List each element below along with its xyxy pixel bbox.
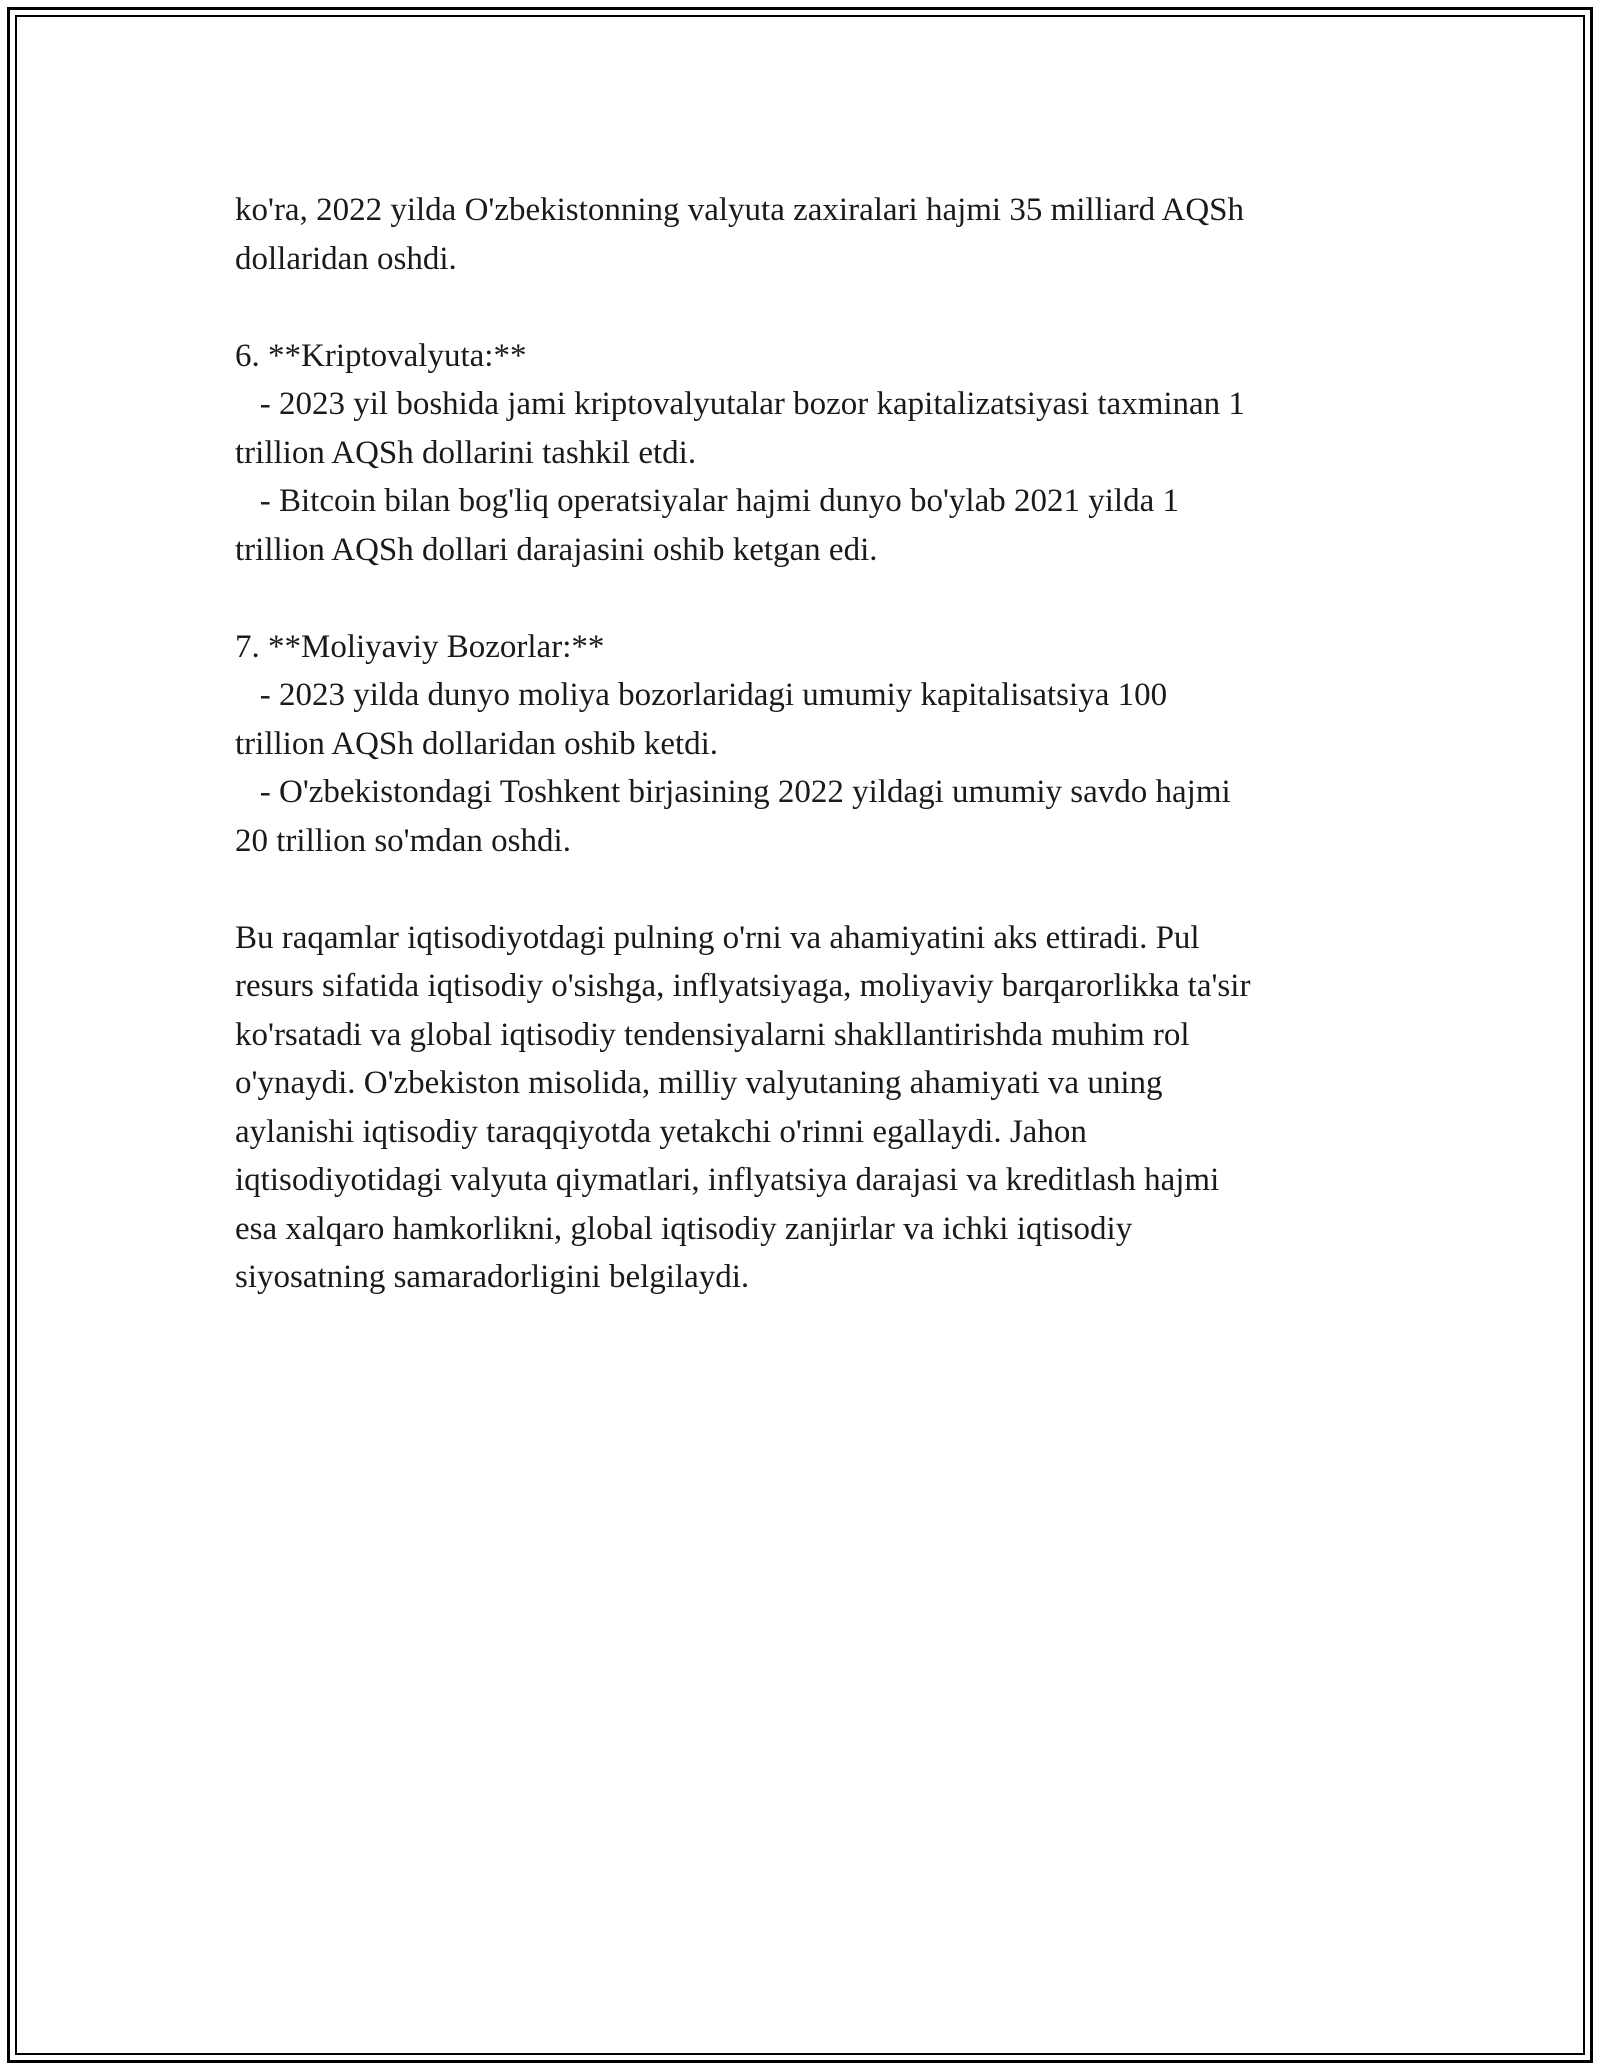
text-line: esa xalqaro hamkorlikni, global iqtisodiy zanjirlar va ichki iqtisodiy xyxy=(235,1210,1133,1247)
conclusion-paragraph xyxy=(235,914,1385,1302)
text-line: aylanishi iqtisodiy taraqqiyotda yetakchi o'rinni egallaydi. Jahon xyxy=(235,1113,1087,1150)
text-line: iqtisodiyotidagi valyuta qiymatlari, inflyatsiya darajasi va kreditlash hajmi xyxy=(235,1162,1220,1198)
paragraph-gap xyxy=(235,865,1385,914)
text-line: ko'ra, 2022 yilda O'zbekistonning valyuta zaxiralari hajmi 35 milliard AQSh xyxy=(235,192,1245,228)
text-line: Bu raqamlar iqtisodiyotdagi pulning o'rni va ahamiyatini aks ettiradi. Pul xyxy=(235,919,1200,956)
text-line: - O'zbekistondagi Toshkent birjasining 2022 yildagi umumiy savdo hajmi xyxy=(235,774,1231,810)
text-line: resurs sifatida iqtisodiy o'sishga, inflyatsiyaga, moliyaviy barqarorlikka ta'sir xyxy=(235,968,1251,1004)
text-line: trillion AQSh dollari darajasini oshib ketgan edi. xyxy=(235,531,878,568)
text-line: - Bitcoin bilan bog'liq operatsiyalar hajmi dunyo bo'ylab 2021 yilda 1 xyxy=(235,483,1179,519)
section-heading: 7. **Moliyaviy Bozorlar:** xyxy=(235,628,605,665)
section-kriptovalyuta xyxy=(235,332,1385,575)
text-line: 20 trillion so'mdan oshdi. xyxy=(235,822,571,859)
text-line: dollaridan oshdi. xyxy=(235,240,457,277)
text-line: trillion AQSh dollarini tashkil etdi. xyxy=(235,434,697,471)
text-line: ko'rsatadi va global iqtisodiy tendensiyalarni shakllantirishda muhim rol xyxy=(235,1016,1190,1053)
text-line: - 2023 yil boshida jami kriptovalyutalar bozor kapitalizatsiyasi taxminan 1 xyxy=(235,386,1245,422)
section-heading: 6. **Kriptovalyuta:** xyxy=(235,337,527,374)
document-body xyxy=(235,186,1385,1302)
text-line: trillion AQSh dollaridan oshib ketdi. xyxy=(235,725,719,762)
text-line: - 2023 yilda dunyo moliya bozorlaridagi umumiy kapitalisatsiya 100 xyxy=(235,677,1168,713)
paragraph-gap xyxy=(235,574,1385,623)
section-moliyaviy-bozorlar xyxy=(235,623,1385,866)
paragraph-gap xyxy=(235,283,1385,332)
text-line: siyosatning samaradorligini belgilaydi. xyxy=(235,1259,750,1295)
text-line: o'ynaydi. O'zbekiston misolida, milliy valyutaning ahamiyati va uning xyxy=(235,1065,1163,1101)
intro-paragraph xyxy=(235,186,1385,283)
